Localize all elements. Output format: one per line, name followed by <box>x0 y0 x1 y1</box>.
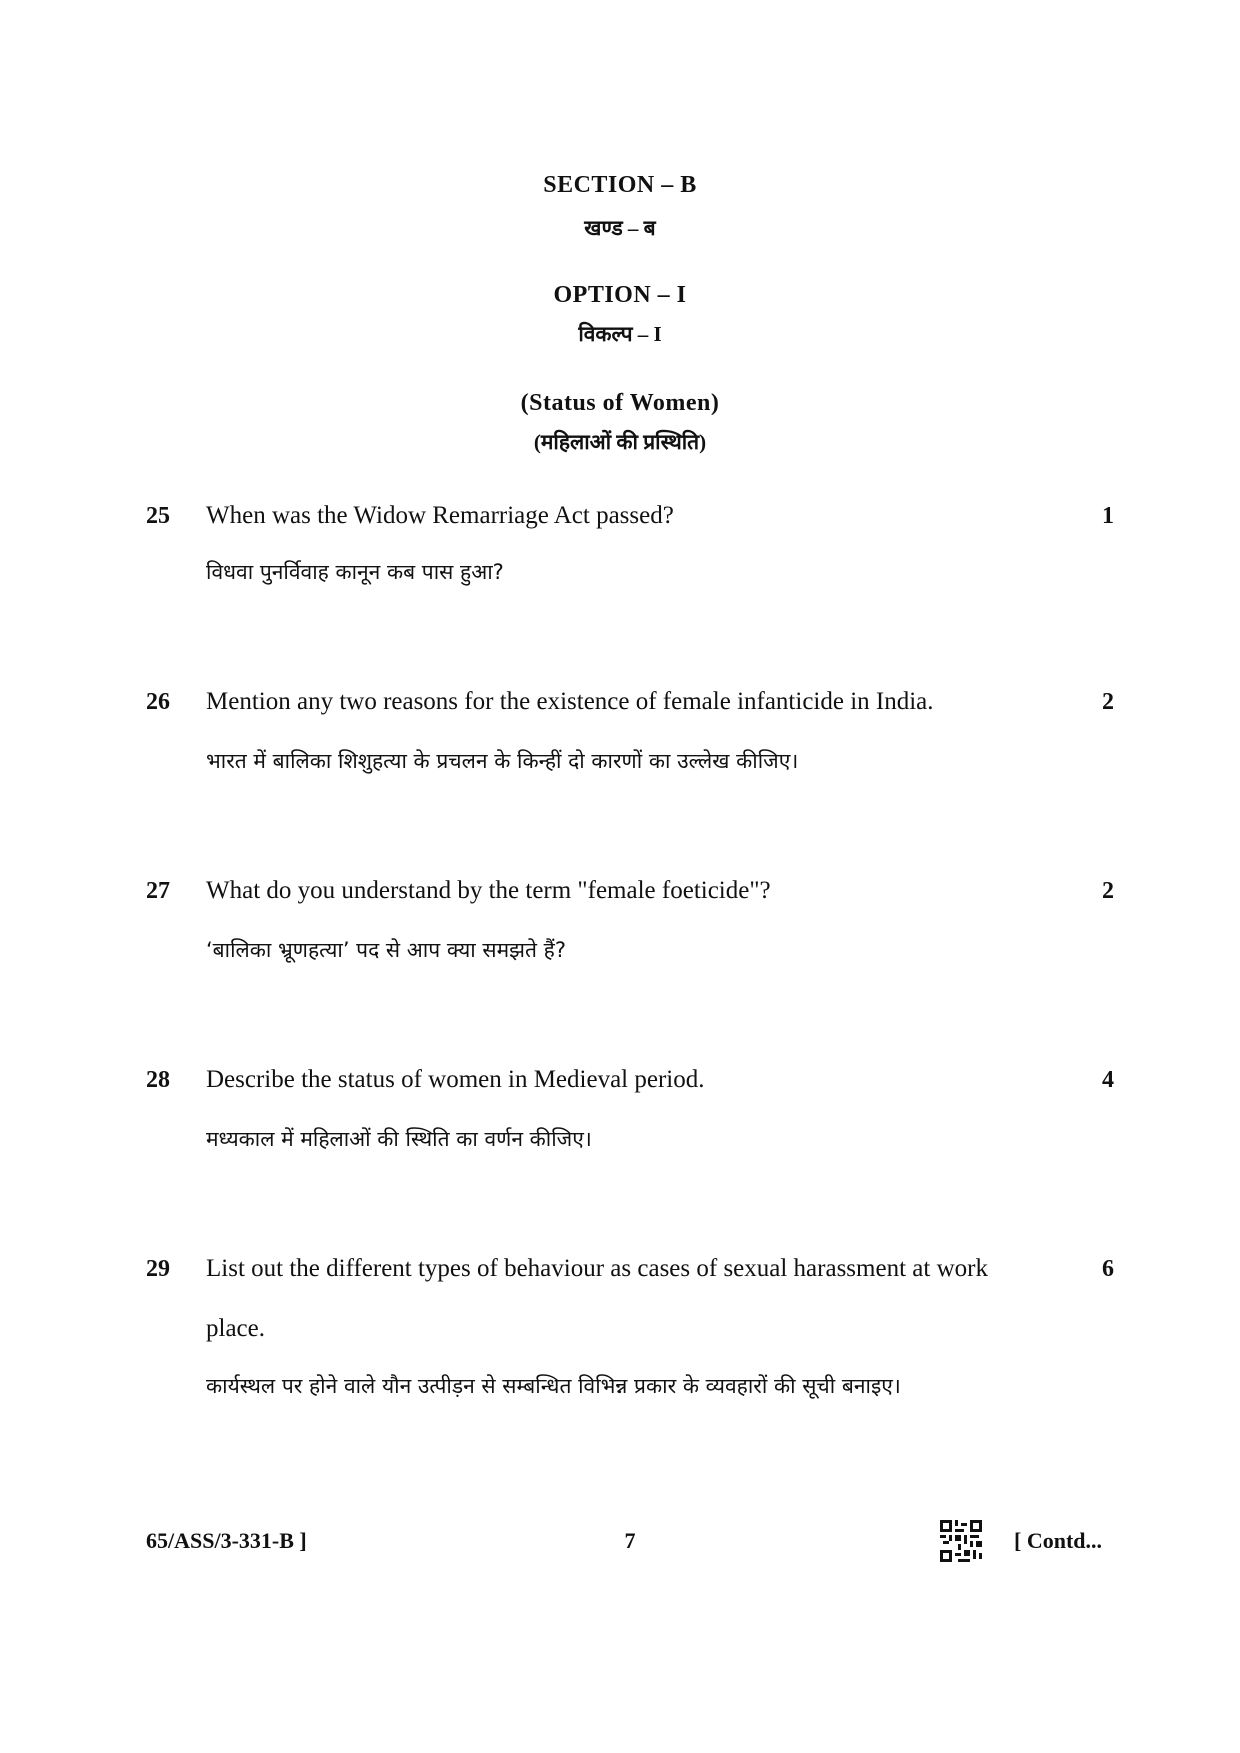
continued-label: [ Contd... <box>1014 1528 1103 1553</box>
topic-title-hindi: (महिलाओं की प्रस्थिति) <box>533 430 707 454</box>
question-marks: 1 <box>1102 503 1114 529</box>
question-text-english: When was the Widow Remarriage Act passed? <box>206 502 674 529</box>
page-footer <box>0 1528 1240 1568</box>
question-text-hindi: कार्यस्थल पर होने वाले यौन उत्पीड़न से सम्बन्धित विभिन्न प्रकार के व्यवहारों की सूची बनाइए। <box>206 1374 901 1398</box>
question-text-hindi: भारत में बालिका शिशुहत्या के प्रचलन के किन्हीं दो कारणों का उल्लेख कीजिए। <box>206 749 799 773</box>
question-marks: 6 <box>1102 1256 1114 1282</box>
section-title: SECTION – B <box>543 172 697 198</box>
option-title-hindi: विकल्प – I <box>578 322 662 346</box>
question-text-hindi: ‘बालिका भ्रूणहत्या’ पद से आप क्या समझते हैं? <box>206 938 566 962</box>
question-text-english: Describe the status of women in Medieval period. <box>206 1066 705 1093</box>
question-text-english: List out the different types of behaviour as cases of sexual harassment at work place. <box>206 1255 988 1342</box>
section-title-hindi: खण्ड – ब <box>584 216 656 240</box>
question-marks: 2 <box>1102 689 1114 715</box>
question-marks: 2 <box>1102 878 1114 904</box>
question-number: 27 <box>146 878 170 904</box>
topic-title: (Status of Women) <box>520 390 720 416</box>
question-text-english: What do you understand by the term "female foeticide"? <box>206 877 771 904</box>
question-text-hindi: मध्यकाल में महिलाओं की स्थिति का वर्णन कीजिए। <box>206 1127 592 1151</box>
option-title: OPTION – I <box>553 282 687 308</box>
question-number: 25 <box>146 503 170 529</box>
question-marks: 4 <box>1102 1067 1114 1093</box>
paper-code: 65/ASS/3-331-B ] <box>146 1528 307 1553</box>
question-number: 28 <box>146 1067 170 1093</box>
page-number: 7 <box>624 1528 636 1553</box>
question-text-hindi: विधवा पुनर्विवाह कानून कब पास हुआ? <box>206 560 504 584</box>
question-number: 29 <box>146 1256 170 1282</box>
question-number: 26 <box>146 689 170 715</box>
qr-code-icon <box>940 1520 982 1562</box>
question-text-english: Mention any two reasons for the existence of female infanticide in India. <box>206 688 934 715</box>
